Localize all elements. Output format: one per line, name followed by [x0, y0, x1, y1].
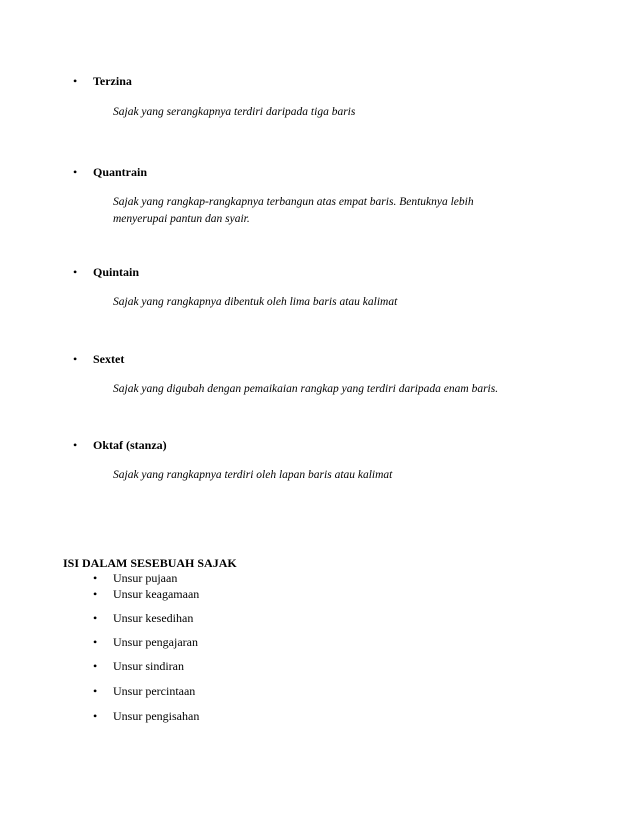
- bullet-icon: •: [93, 587, 98, 601]
- list-item-label: Unsur percintaan: [113, 684, 196, 698]
- list-item: [93, 659, 184, 673]
- bullet-icon: •: [73, 265, 78, 279]
- term-name: Quintain: [93, 265, 140, 279]
- term-name: Quantrain: [93, 165, 148, 179]
- list-item-label: Unsur kesedihan: [113, 611, 194, 625]
- list-item: [93, 684, 196, 698]
- bullet-icon: •: [73, 352, 78, 366]
- term-heading: [73, 438, 167, 452]
- list-item: [93, 709, 200, 723]
- bullet-icon: •: [73, 74, 78, 88]
- term-description: Sajak yang digubah dengan pemaikaian rangkap yang terdiri daripada enam baris.: [113, 383, 499, 395]
- term-heading: [73, 265, 140, 279]
- bullet-icon: •: [93, 611, 98, 625]
- term-description: Sajak yang rangkapnya dibentuk oleh lima baris atau kalimat: [113, 296, 398, 308]
- term-heading: [73, 352, 125, 366]
- term-name: Oktaf (stanza): [93, 438, 167, 452]
- list-item-label: Unsur sindiran: [113, 659, 184, 673]
- list-item: [93, 587, 200, 601]
- list-item-label: Unsur pujaan: [113, 571, 178, 585]
- term-heading: [73, 74, 132, 88]
- bullet-icon: •: [73, 438, 78, 452]
- list-item-label: Unsur pengajaran: [113, 635, 198, 649]
- list-item: [93, 571, 178, 585]
- term-description: Sajak yang rangkap-rangkapnya terbangun atas empat baris. Bentuknya lebih menyerupai pantun dan syair.: [113, 196, 474, 225]
- term-heading: [73, 165, 148, 179]
- bullet-icon: •: [93, 571, 98, 585]
- bullet-icon: •: [93, 684, 98, 698]
- term-name: Terzina: [93, 74, 132, 88]
- list-item-label: Unsur keagamaan: [113, 587, 200, 601]
- list-item-label: Unsur pengisahan: [113, 709, 200, 723]
- bullet-icon: •: [93, 709, 98, 723]
- list-item: [93, 635, 198, 649]
- section-title: ISI DALAM SESEBUAH SAJAK: [63, 556, 237, 570]
- bullet-icon: •: [93, 635, 98, 649]
- list-item: [93, 611, 194, 625]
- term-description: Sajak yang serangkapnya terdiri daripada tiga baris: [113, 106, 356, 118]
- term-description: Sajak yang rangkapnya terdiri oleh lapan baris atau kalimat: [113, 469, 393, 481]
- bullet-icon: •: [93, 659, 98, 673]
- bullet-icon: •: [73, 165, 78, 179]
- term-name: Sextet: [93, 352, 125, 366]
